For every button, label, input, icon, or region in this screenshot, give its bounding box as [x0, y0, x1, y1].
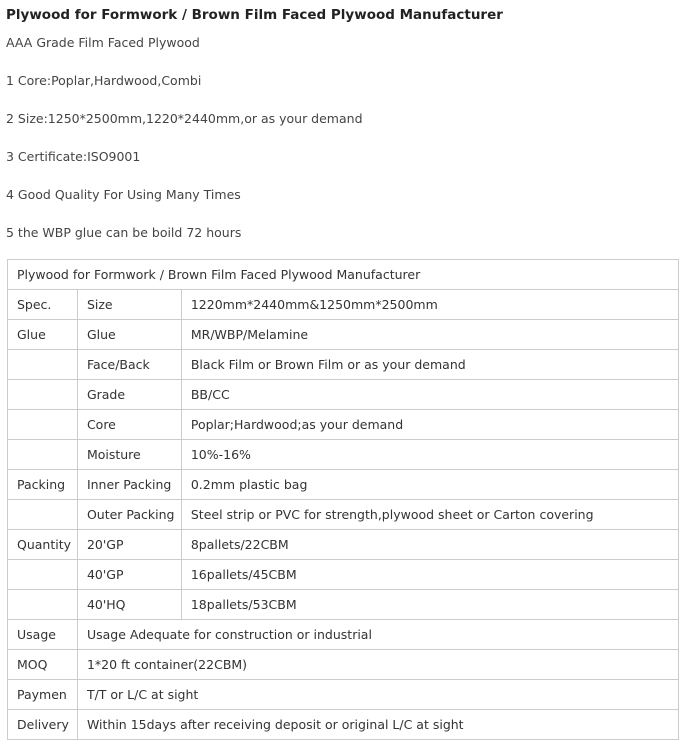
row-value: T/T or L/C at sight [77, 680, 678, 710]
row-value: MR/WBP/Melamine [181, 320, 678, 350]
row-value: Steel strip or PVC for strength,plywood sheet or Carton covering [181, 500, 678, 530]
feature-core: 1 Core:Poplar,Hardwood,Combi [6, 73, 202, 88]
table-row [8, 560, 679, 590]
table-row [8, 620, 679, 650]
row-attribute: Face/Back [77, 350, 181, 380]
row-category: Quantity [8, 530, 78, 560]
feature-size: 2 Size:1250*2500mm,1220*2440mm,or as your demand [6, 111, 363, 126]
row-attribute: Glue [77, 320, 181, 350]
row-category: Paymen [8, 680, 78, 710]
table-row [8, 290, 679, 320]
row-category [8, 410, 78, 440]
row-category: Glue [8, 320, 78, 350]
row-category: MOQ [8, 650, 78, 680]
table-row [8, 320, 679, 350]
row-category [8, 590, 78, 620]
row-value: Black Film or Brown Film or as your demand [181, 350, 678, 380]
row-attribute: 20'GP [77, 530, 181, 560]
row-attribute: Outer Packing [77, 500, 181, 530]
row-category: Spec. [8, 290, 78, 320]
row-category: Delivery [8, 710, 78, 740]
row-category [8, 560, 78, 590]
feature-quality: 4 Good Quality For Using Many Times [6, 187, 241, 202]
row-value: Usage Adequate for construction or industrial [77, 620, 678, 650]
row-category [8, 350, 78, 380]
row-value: Poplar;Hardwood;as your demand [181, 410, 678, 440]
row-value: 10%-16% [181, 440, 678, 470]
row-category [8, 500, 78, 530]
table-header-row [8, 260, 679, 290]
row-category [8, 440, 78, 470]
table-row [8, 470, 679, 500]
spec-table [7, 259, 679, 740]
page-title: Plywood for Formwork / Brown Film Faced Plywood Manufacturer [6, 7, 503, 23]
feature-glue: 5 the WBP glue can be boild 72 hours [6, 225, 242, 240]
table-row [8, 710, 679, 740]
row-attribute: 40'HQ [77, 590, 181, 620]
table-row [8, 350, 679, 380]
row-value: Within 15days after receiving deposit or original L/C at sight [77, 710, 678, 740]
row-value: BB/CC [181, 380, 678, 410]
row-attribute: Core [77, 410, 181, 440]
row-attribute: Size [77, 290, 181, 320]
row-attribute: Moisture [77, 440, 181, 470]
row-attribute: Grade [77, 380, 181, 410]
table-row [8, 440, 679, 470]
row-category: Packing [8, 470, 78, 500]
row-value: 1*20 ft container(22CBM) [77, 650, 678, 680]
table-row [8, 410, 679, 440]
row-value: 16pallets/45CBM [181, 560, 678, 590]
row-attribute: Inner Packing [77, 470, 181, 500]
row-category [8, 380, 78, 410]
table-row [8, 380, 679, 410]
table-row [8, 680, 679, 710]
table-header: Plywood for Formwork / Brown Film Faced Plywood Manufacturer [8, 260, 679, 290]
row-value: 18pallets/53CBM [181, 590, 678, 620]
table-row [8, 650, 679, 680]
row-value: 0.2mm plastic bag [181, 470, 678, 500]
table-row [8, 590, 679, 620]
row-attribute: 40'GP [77, 560, 181, 590]
row-category: Usage [8, 620, 78, 650]
feature-certificate: 3 Certificate:ISO9001 [6, 149, 141, 164]
table-row [8, 530, 679, 560]
table-row [8, 500, 679, 530]
row-value: 1220mm*2440mm&1250mm*2500mm [181, 290, 678, 320]
subtitle: AAA Grade Film Faced Plywood [6, 35, 200, 50]
row-value: 8pallets/22CBM [181, 530, 678, 560]
